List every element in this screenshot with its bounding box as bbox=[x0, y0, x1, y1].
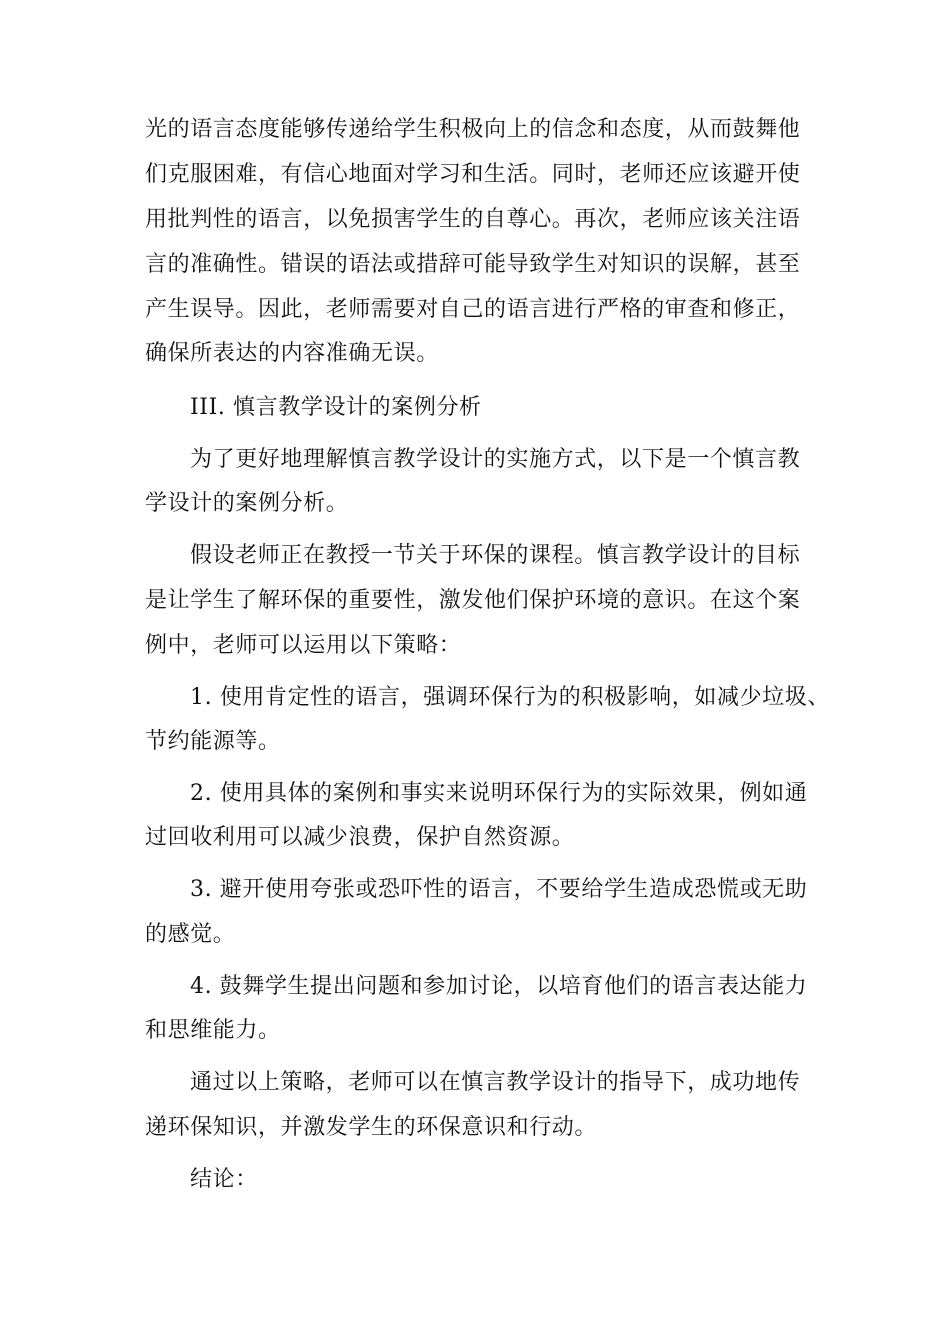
text-line: 和思维能力。 bbox=[145, 1018, 281, 1043]
section-heading: III. 慎言教学设计的案例分析 bbox=[190, 395, 482, 420]
text-line: 通过以上策略，老师可以在慎言教学设计的指导下，成功地传 bbox=[190, 1070, 801, 1095]
text-line: 的感觉。 bbox=[145, 922, 236, 947]
text-line: 节约能源等。 bbox=[145, 729, 281, 754]
text-line: 言的准确性。错误的语法或措辞可能导致学生对知识的误解，甚至 bbox=[145, 252, 801, 277]
text-line: 例中，老师可以运用以下策略： bbox=[145, 633, 462, 658]
text-line: 假设老师正在教授一节关于环保的课程。慎言教学设计的目标 bbox=[190, 543, 801, 568]
conclusion-heading: 结论： bbox=[190, 1167, 258, 1192]
text-line: 确保所表达的内容准确无误。 bbox=[145, 341, 439, 366]
text-line: 学设计的案例分析。 bbox=[145, 491, 349, 516]
text-line: 过回收利用可以减少浪费，保护自然资源。 bbox=[145, 825, 575, 850]
text-line: 递环保知识，并激发学生的环保意识和行动。 bbox=[145, 1115, 598, 1140]
text-line: 们克服困难，有信心地面对学习和生活。同时，老师还应该避开使 bbox=[145, 162, 801, 187]
text-line: 2. 使用具体的案例和事实来说明环保行为的实际效果，例如通 bbox=[190, 781, 808, 806]
text-line: 4. 鼓舞学生提出问题和参加讨论，以培育他们的语言表达能力 bbox=[190, 974, 808, 999]
text-line: 1. 使用肯定性的语言，强调环保行为的积极影响，如减少垃圾、 bbox=[190, 685, 830, 710]
text-line: 为了更好地理解慎言教学设计的实施方式，以下是一个慎言教 bbox=[190, 447, 801, 472]
text-line: 光的语言态度能够传递给学生积极向上的信念和态度，从而鼓舞他 bbox=[145, 117, 801, 142]
text-line: 是让学生了解环保的重要性，激发他们保护环境的意识。在这个案 bbox=[145, 588, 801, 613]
text-line: 3. 避开使用夸张或恐吓性的语言，不要给学生造成恐慌或无助 bbox=[190, 877, 808, 902]
text-line: 产生误导。因此，老师需要对自己的语言进行严格的审查和修正， bbox=[145, 297, 801, 322]
text-line: 用批判性的语言，以免损害学生的自尊心。再次，老师应该关注语 bbox=[145, 207, 801, 232]
